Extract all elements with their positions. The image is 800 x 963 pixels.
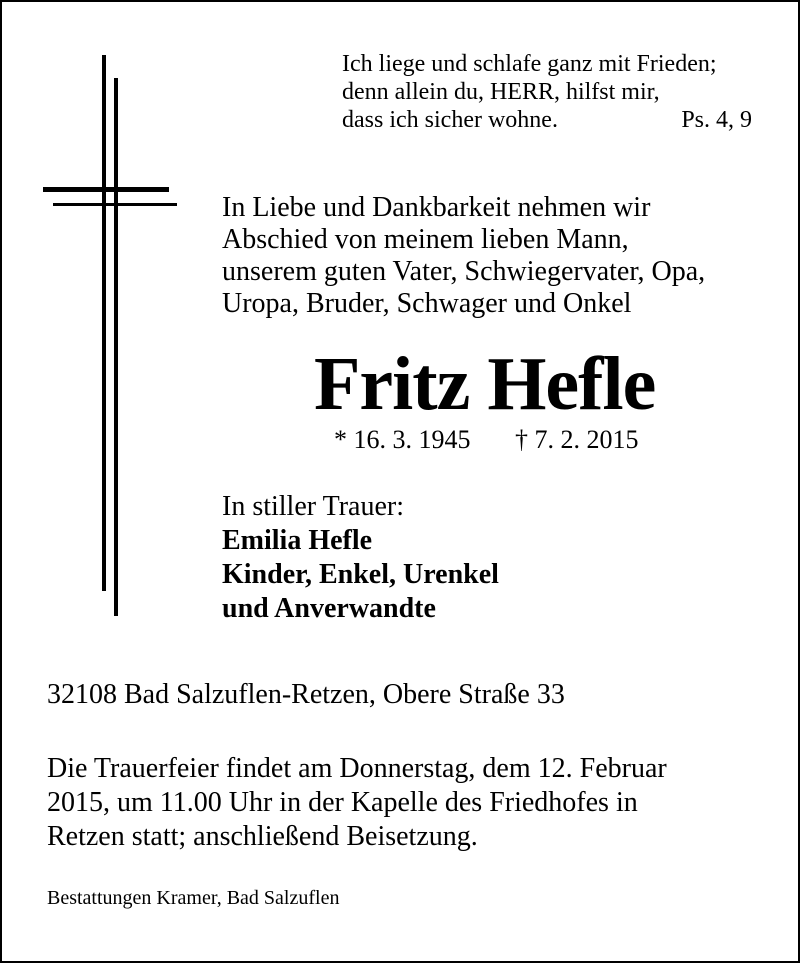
psalm-reference: Ps. 4, 9 [681, 107, 752, 133]
intro-line: Uropa, Bruder, Schwager und Onkel [222, 288, 632, 319]
mourner-line: Emilia Hefle [222, 525, 373, 556]
intro-line: In Liebe und Dankbarkeit nehmen wir [222, 192, 651, 223]
psalm-line: dass ich sicher wohne. [342, 107, 558, 133]
psalm-verse [342, 50, 752, 134]
ceremony-line: Die Trauerfeier findet am Donnerstag, dem 12. Februar [47, 753, 667, 784]
psalm-line: denn allein du, HERR, hilfst mir, [342, 79, 660, 105]
ceremony-line: 2015, um 11.00 Uhr in der Kapelle des Friedhofes in [47, 787, 638, 818]
death-date: † 7. 2. 2015 [515, 425, 639, 454]
intro-line: unserem guten Vater, Schwiegervater, Opa, [222, 256, 706, 287]
ceremony-line: Retzen statt; anschließend Beisetzung. [47, 821, 478, 852]
deceased-name: Fritz Hefle [314, 342, 656, 426]
ceremony-notice [47, 752, 667, 854]
cross-vertical-bar-inner [114, 78, 118, 616]
mourners-list [222, 524, 499, 626]
psalm-line: Ich liege und schlafe ganz mit Frieden; [342, 51, 717, 77]
farewell-intro [222, 192, 782, 320]
birth-date: * 16. 3. 1945 [334, 425, 471, 454]
cross-horizontal-bar-outer [43, 187, 169, 192]
mourners-label: In stiller Trauer: [222, 491, 404, 522]
intro-line: Abschied von meinem lieben Mann, [222, 224, 629, 255]
family-address: 32108 Bad Salzuflen-Retzen, Obere Straße 33 [47, 679, 565, 710]
cross-horizontal-bar-inner [53, 203, 177, 206]
cross-vertical-bar-outer [102, 55, 106, 591]
life-dates [334, 425, 639, 455]
funeral-home: Bestattungen Kramer, Bad Salzuflen [47, 887, 340, 909]
mourner-line: Kinder, Enkel, Urenkel [222, 559, 499, 590]
mourner-line: und Anverwandte [222, 593, 436, 624]
